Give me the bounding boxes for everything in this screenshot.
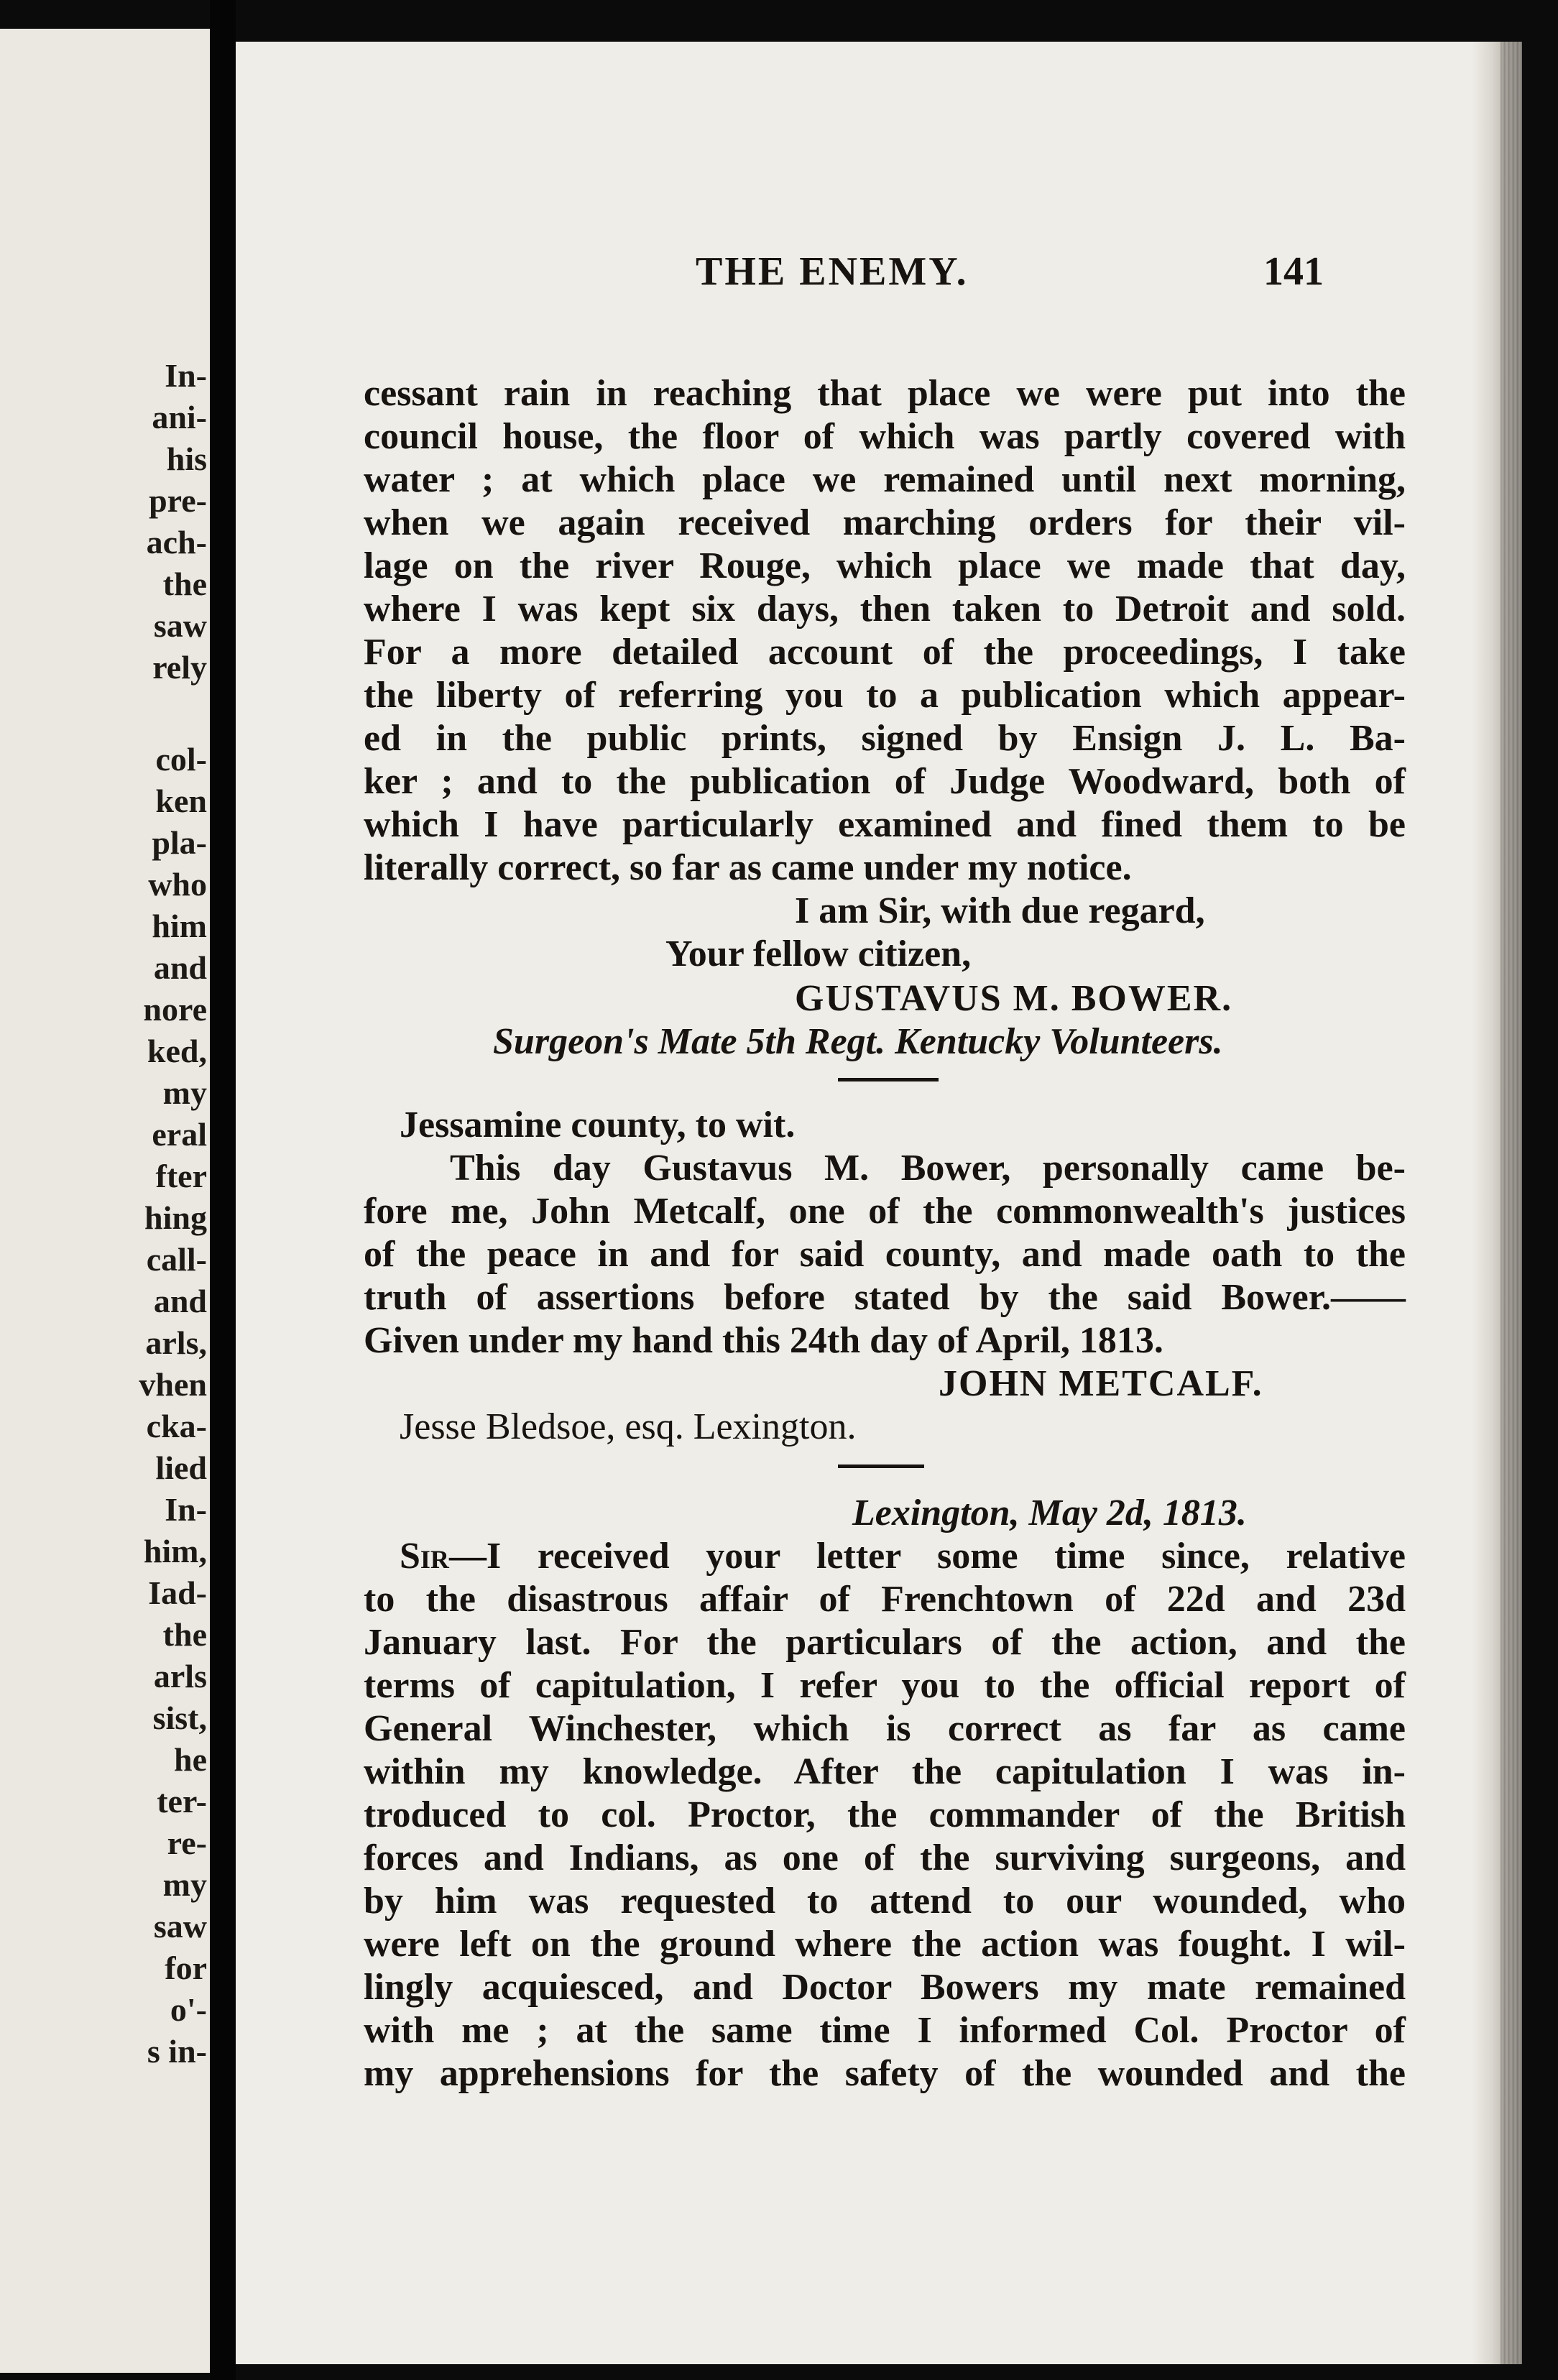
page-edge-leaves (1501, 42, 1522, 2364)
facing-fragment: and (153, 1283, 207, 1319)
facing-fragment: cka- (146, 1408, 207, 1444)
facing-fragment: re- (167, 1825, 207, 1861)
salutation: Sir (400, 1536, 449, 1577)
facing-fragment: ani- (152, 399, 207, 435)
facing-fragment: him, (143, 1533, 207, 1569)
facing-fragment: o'- (170, 1991, 207, 2028)
facing-fragment: Iad- (148, 1574, 207, 1611)
facing-fragment: ach- (146, 524, 207, 561)
affidavit-line: Given under my hand this 24th day of April, 1813. (364, 1320, 1163, 1361)
facing-fragment: vhen (139, 1366, 207, 1403)
text-line: literally correct, so far as came under my notice. (364, 847, 1132, 888)
text-line: cessant rain in reaching that place we were put into the (364, 373, 1406, 414)
text-line: were left on the ground where the action was fought. I wil- (364, 1924, 1406, 1965)
facing-fragment: In- (165, 1491, 207, 1528)
affidavit-line: of the peace in and for said county, and made oath to the (364, 1234, 1406, 1275)
facing-fragment: fter (155, 1158, 207, 1194)
facing-fragment: ked, (147, 1033, 207, 1069)
section-rule (838, 1465, 924, 1468)
text-line: For a more detailed account of the proceedings, I take (364, 632, 1406, 673)
text-line: troduced to col. Proctor, the commander of the British (364, 1794, 1406, 1835)
text-line: which I have particularly examined and fined them to be (364, 804, 1406, 845)
facing-fragment: my (162, 1074, 207, 1111)
text-line: water ; at which place we remained until next morning, (364, 459, 1406, 500)
dateline: Lexington, May 2d, 1813. (852, 1493, 1247, 1533)
text-line: General Winchester, which is correct as far as came (364, 1708, 1406, 1749)
facing-fragment: In- (165, 357, 207, 394)
text-line: by him was requested to attend to our wounded, who (364, 1881, 1406, 1922)
facing-fragment: my (162, 1866, 207, 1903)
text-line: the liberty of referring you to a publication which appear- (364, 675, 1406, 716)
closing-line: Your fellow citizen, (665, 933, 972, 974)
facing-fragment: hing (144, 1199, 207, 1236)
running-head: THE ENEMY. (696, 249, 969, 294)
facing-fragment: sist, (152, 1699, 207, 1736)
facing-fragment: nore (143, 991, 207, 1028)
text-line: forces and Indians, as one of the surviving surgeons, and (364, 1837, 1406, 1878)
facing-fragment: for (165, 1950, 207, 1986)
book-page (236, 42, 1522, 2364)
signature-name: GUSTAVUS M. BOWER. (795, 978, 1233, 1019)
text-line: when we again received marching orders for their vil- (364, 502, 1406, 543)
text-line: to the disastrous affair of Frenchtown of 22d and 23d (364, 1579, 1406, 1620)
text-line: where I was kept six days, then taken to Detroit and sold. (364, 589, 1406, 629)
closing-line: I am Sir, with due regard, (795, 890, 1205, 931)
facing-fragment: his (166, 441, 207, 477)
text-line: council house, the floor of which was partly covered with (364, 416, 1406, 457)
text-line: lingly acquiesced, and Doctor Bowers my mate remained (364, 1967, 1406, 2008)
facing-fragment: ter- (157, 1783, 207, 1819)
facing-fragment: the (162, 566, 207, 602)
text-line: January last. For the particulars of the action, and the (364, 1622, 1406, 1663)
affidavit-line: truth of assertions before stated by the said Bower.—— (364, 1277, 1406, 1318)
section-rule (838, 1078, 939, 1081)
facing-fragment: arls (153, 1658, 207, 1694)
affidavit-line: Jessamine county, to wit. (400, 1104, 796, 1145)
facing-fragment: col- (155, 741, 207, 778)
facing-fragment: saw (153, 1908, 207, 1945)
facing-fragment: him (152, 908, 207, 944)
facing-fragment: and (153, 949, 207, 986)
facing-fragment: pre- (149, 482, 207, 519)
facing-fragment: pla- (152, 824, 207, 861)
affidavit-line: This day Gustavus M. Bower, personally came be- (450, 1148, 1406, 1189)
text-line: ker ; and to the publication of Judge Woodward, both of (364, 761, 1406, 802)
text-line: with me ; at the same time I informed Col. Proctor of (364, 2010, 1406, 2051)
facing-fragment: rely (152, 649, 207, 686)
facing-fragment: the (162, 1616, 207, 1653)
justice-name: JOHN METCALF. (939, 1363, 1263, 1404)
text-line: lage on the river Rouge, which place we made that day, (364, 545, 1406, 586)
addressee-line: Jesse Bledsoe, esq. Lexington. (400, 1406, 857, 1447)
signature-title: Surgeon's Mate 5th Regt. Kentucky Volunteers. (493, 1021, 1223, 1062)
text-line: terms of capitulation, I refer you to the official report of (364, 1665, 1406, 1706)
page-number: 141 (1263, 249, 1324, 294)
text-line: within my knowledge. After the capitulation I was in- (364, 1751, 1406, 1792)
facing-fragment: saw (153, 607, 207, 644)
text-line: my apprehensions for the safety of the wounded and the (364, 2053, 1406, 2094)
facing-page (0, 29, 210, 2373)
book-gutter (210, 0, 236, 2380)
facing-fragment: arls, (145, 1324, 207, 1361)
facing-fragment: lied (155, 1449, 207, 1486)
affidavit-line: fore me, John Metcalf, one of the commonwealth's justices (364, 1191, 1406, 1232)
letter-first-line (400, 1535, 1406, 1578)
facing-fragment: who (148, 866, 207, 903)
facing-fragment: he (174, 1741, 207, 1778)
facing-fragment: call- (146, 1241, 207, 1278)
text-line: —I received your letter some time since, relative (448, 1536, 1406, 1577)
facing-fragment: s in- (147, 2033, 207, 2070)
facing-fragment: eral (152, 1116, 207, 1153)
facing-fragment: ken (155, 783, 207, 819)
text-line: ed in the public prints, signed by Ensign J. L. Ba- (364, 718, 1406, 759)
